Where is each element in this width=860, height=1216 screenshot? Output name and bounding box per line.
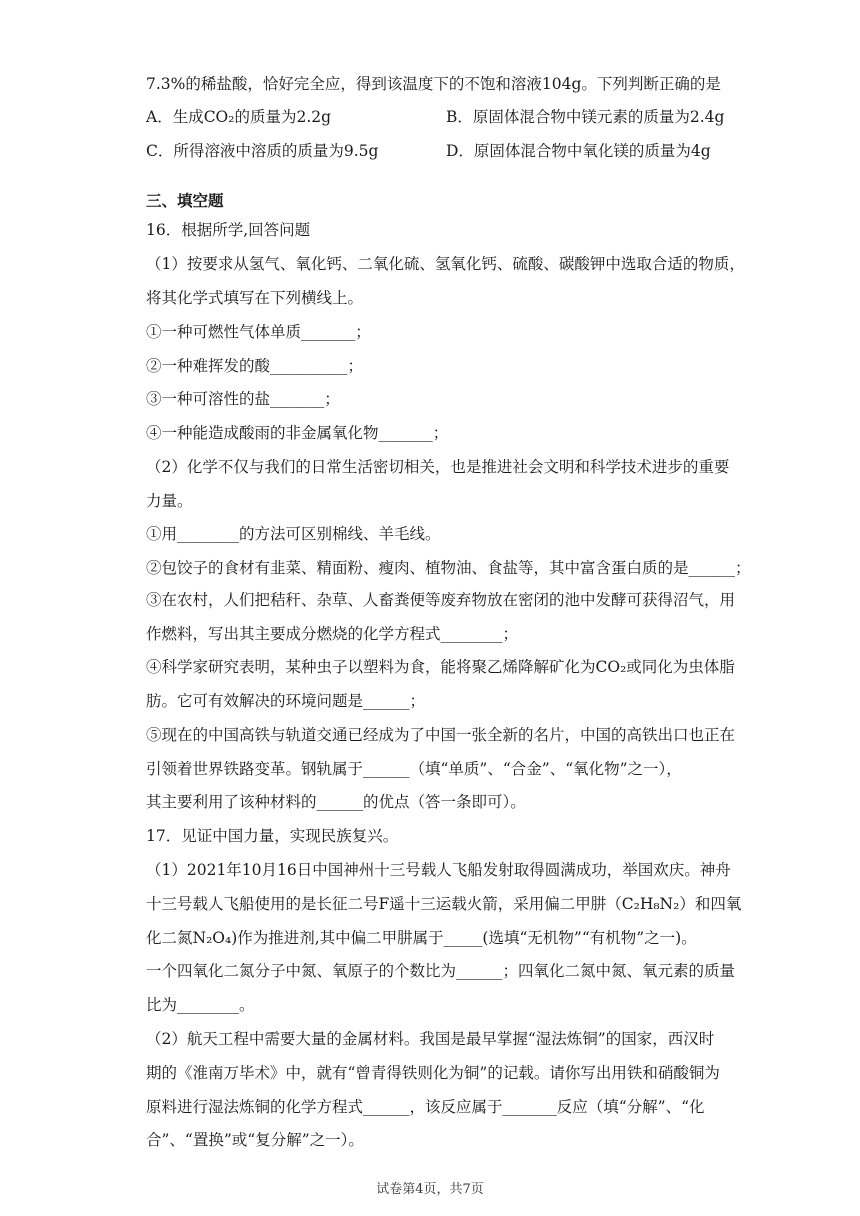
option-c: C．所得溶液中溶质的质量为9.5g bbox=[146, 142, 379, 160]
option-d: D．原固体混合物中氧化镁的质量为4g bbox=[446, 142, 711, 160]
question-16-part2-item4: ④科学家研究表明，某种虫子以塑料为食，能将聚乙烯降解矿化为CO₂或同化为虫体脂 bbox=[146, 658, 735, 676]
page-footer: 试卷第4页，共7页 bbox=[376, 1182, 484, 1197]
question-16-part2-item3-cont: 作燃料，写出其主要成分燃烧的化学方程式________； bbox=[146, 625, 519, 643]
question-17-title: 17．见证中国力量，实现民族复兴。 bbox=[146, 827, 399, 845]
question-16-part2-cont: 力量。 bbox=[146, 492, 193, 510]
question-16-part2-item3: ③在农村，人们把秸秆、杂草、人畜粪便等废弃物放在密闭的池中发酵可获得沼气，用 bbox=[146, 591, 736, 609]
question-16-item4: ④一种能造成酸雨的非金属氧化物_______； bbox=[146, 424, 449, 442]
question-15-stem-continued: 7.3%的稀盐酸，恰好完全应，得到该温度下的不饱和溶液104g。下列判断正确的是 bbox=[146, 75, 721, 93]
question-16-part2-item5: ⑤现在的中国高铁与轨道交通已经成为了中国一张全新的名片，中国的高铁出口也正在 bbox=[146, 726, 736, 744]
question-16-part2-item5-cont: 引领着世界铁路变革。钢轨属于______（填“单质”、“合金”、“氧化物”之一）， bbox=[146, 760, 682, 778]
question-17-part2: （2）航天工程中需要大量的金属材料。我国是最早掌握“湿法炼铜”的国家，西汉时 bbox=[146, 1030, 715, 1048]
question-16-item2: ②一种难挥发的酸__________； bbox=[146, 357, 364, 375]
question-17-part2-cont2: 原料进行湿法炼铜的化学方程式______，该反应属于_______反应（填“分解”、“化 bbox=[146, 1098, 705, 1116]
question-17-part1: （1）2021年10月16日中国神州十三号载人飞船发射取得圆满成功，举国欢庆。神舟 bbox=[146, 861, 731, 879]
question-16-part1: （1）按要求从氢气、氧化钙、二氧化硫、氢氧化钙、硫酸、碳酸钾中选取合适的物质， bbox=[146, 255, 745, 273]
option-a: A．生成CO₂的质量为2.2g bbox=[146, 108, 332, 126]
question-16-part2-item1: ①用________的方法可区别棉线、羊毛线。 bbox=[146, 525, 441, 543]
question-17-part1-end: 比为________。 bbox=[146, 996, 255, 1014]
section-heading: 三、填空题 bbox=[146, 191, 224, 210]
question-17-part1-cont3: 一个四氧化二氮分子中氮、氧原子的个数比为______；四氧化二氮中氮、氧元素的质量 bbox=[146, 962, 736, 980]
question-16-part2: （2）化学不仅与我们的日常生活密切相关，也是推进社会文明和科学技术进步的重要 bbox=[146, 458, 730, 476]
question-17-part2-cont: 期的《淮南万毕术》中，就有“曾青得铁则化为铜”的记载。请你写出用铁和硝酸铜为 bbox=[146, 1064, 720, 1082]
question-16-part2-item2: ②包饺子的食材有韭菜、精面粉、瘦肉、植物油、食盐等，其中富含蛋白质的是______； bbox=[146, 559, 751, 577]
question-16-item3: ③一种可溶性的盐_______； bbox=[146, 390, 340, 408]
question-17-part1-cont2: 化二氮N₂O₄)作为推进剂,其中偏二甲肼属于_____(选填“无机物”“有机物”之一)。 bbox=[146, 929, 697, 947]
question-16-part2-item5-end: 其主要利用了该种材料的______的优点（答一条即可）。 bbox=[146, 793, 526, 811]
question-17-part2-end: 合”、“置换”或“复分解”之一）。 bbox=[146, 1131, 364, 1149]
option-b: B．原固体混合物中镁元素的质量为2.4g bbox=[446, 108, 725, 126]
question-17-part1-cont: 十三号载人飞船使用的是长征二号F遥十三运载火箭，采用偏二甲肼（C₂H₈N₂）和四氧 bbox=[146, 895, 742, 913]
question-16-part2-item4-cont: 肪。它可有效解决的环境问题是______； bbox=[146, 692, 426, 710]
question-16-item1: ①一种可燃性气体单质_______； bbox=[146, 323, 371, 341]
question-16-title: 16．根据所学,回答问题 bbox=[146, 221, 311, 239]
question-16-part1-cont: 将其化学式填写在下列横线上。 bbox=[146, 289, 364, 307]
